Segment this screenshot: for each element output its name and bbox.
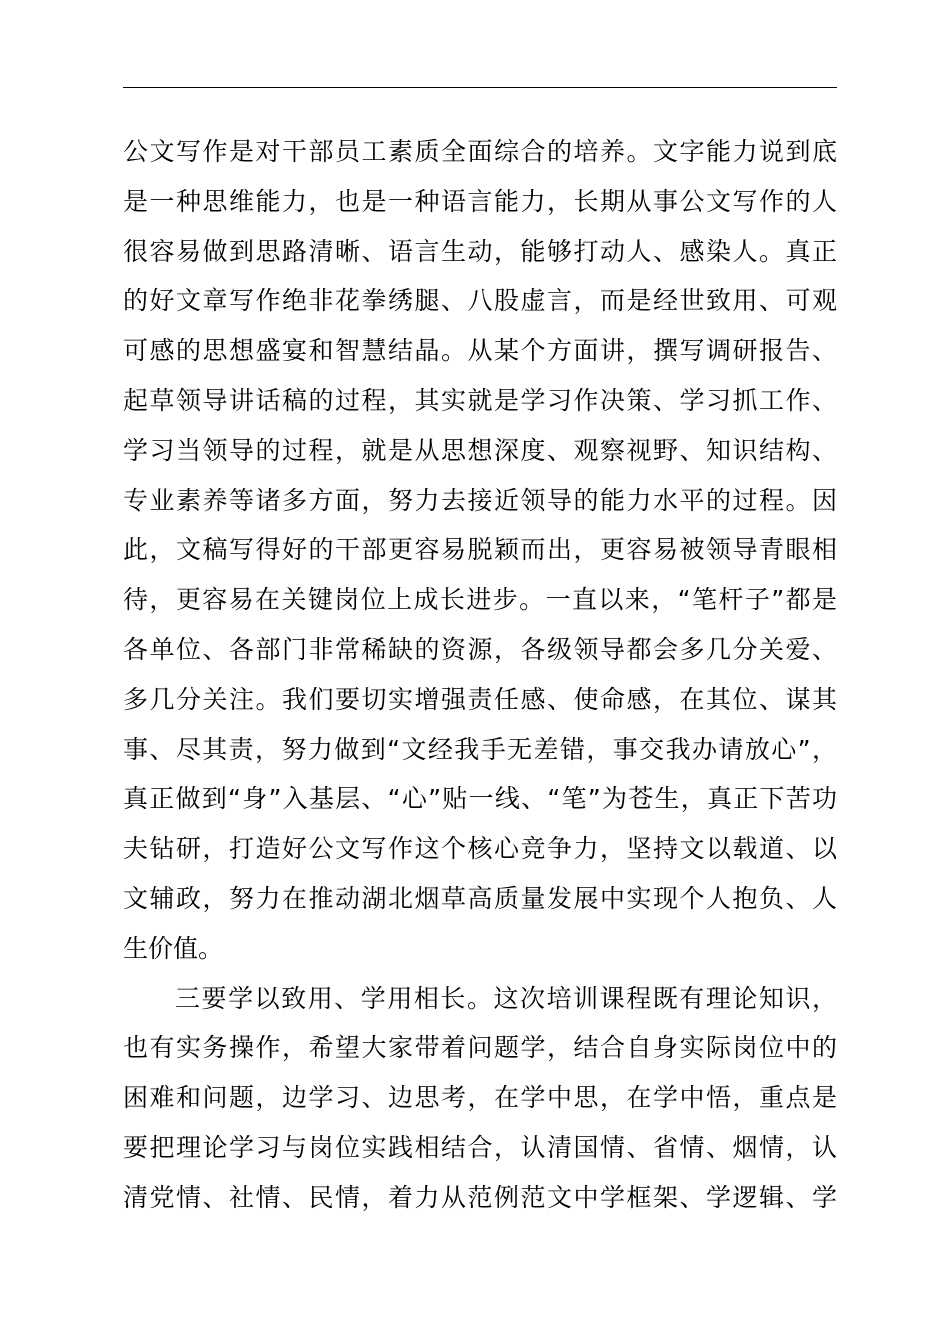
text-line: 困难和问题，边学习、边思考，在学中思，在学中悟，重点是 [123,1083,837,1113]
text-line: 待，更容易在关键岗位上成长进步。一直以来，“笔杆子”都是 [123,585,837,615]
document-body [123,127,837,1223]
text-line: 专业素养等诸多方面，努力去接近领导的能力水平的过程。因 [123,485,837,515]
text-line: 很容易做到思路清晰、语言生动，能够打动人、感染人。真正 [123,236,837,266]
header-rule [123,87,837,88]
text-line: 的好文章写作绝非花拳绣腿、八股虚言，而是经世致用、可观 [123,286,837,316]
text-line: 也有实务操作，希望大家带着问题学，结合自身实际岗位中的 [123,1033,837,1063]
text-line: 公文写作是对干部员工素质全面综合的培养。文字能力说到底 [123,137,837,166]
text-line: 清党情、社情、民情，着力从范例范文中学框架、学逻辑、学 [123,1182,837,1212]
text-line: 是一种思维能力，也是一种语言能力，长期从事公文写作的人 [123,186,837,216]
text-line: 事、尽其责，努力做到“文经我手无差错，事交我办请放心”， [123,734,837,764]
text-line: 文辅政，努力在推动湖北烟草高质量发展中实现个人抱负、人 [123,883,837,913]
text-line: 各单位、各部门非常稀缺的资源，各级领导都会多几分关爱、 [123,634,837,664]
text-line: 起草领导讲话稿的过程，其实就是学习作决策、学习抓工作、 [123,385,837,415]
text-line: 夫钻研，打造好公文写作这个核心竞争力，坚持文以载道、以 [123,834,837,864]
text-line: 真正做到“身”入基层、“心”贴一线、“笔”为苍生，真正下苦功 [123,784,837,814]
text-line: 生价值。 [123,933,224,963]
text-line: 可感的思想盛宴和智慧结晶。从某个方面讲，撰写调研报告、 [123,336,837,366]
text-line: 要把理论学习与岗位实践相结合，认清国情、省情、烟情，认 [123,1132,837,1162]
text-line: 此，文稿写得好的干部更容易脱颖而出，更容易被领导青眼相 [123,535,837,565]
text-line: 学习当领导的过程，就是从思想深度、观察视野、知识结构、 [123,435,837,465]
paragraph-first-line: 三要学以致用、学用相长。这次培训课程既有理论知识， [175,983,837,1013]
text-line: 多几分关注。我们要切实增强责任感、使命感，在其位、谋其 [123,684,837,714]
